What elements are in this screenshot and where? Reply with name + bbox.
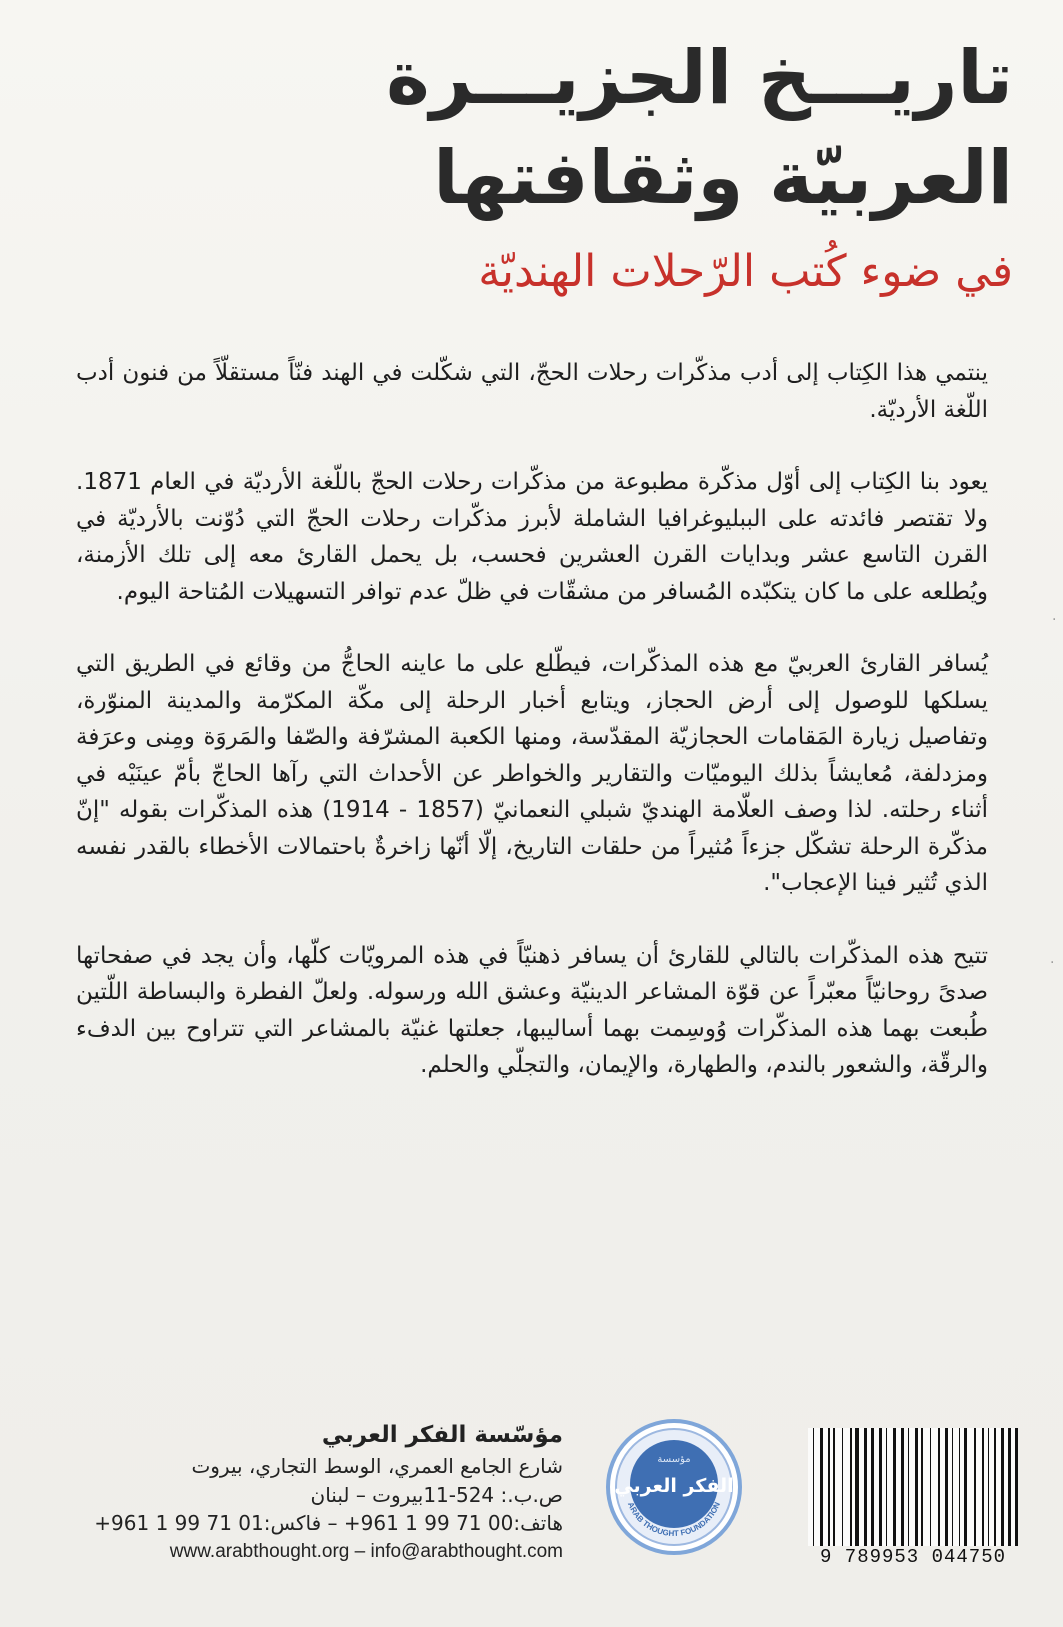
barcode-bar: [833, 1428, 835, 1546]
barcode-digits: 9 789953 044750: [819, 1546, 1007, 1568]
publisher-info: [94, 1418, 563, 1566]
book-title-line-2: العربيّة وثقافتها: [433, 135, 1013, 221]
barcode-bar: [883, 1428, 885, 1546]
barcode-bar: [886, 1428, 888, 1546]
barcode-bar: [915, 1428, 918, 1546]
barcode-bar: [910, 1428, 913, 1546]
book-subtitle: في ضوء كُتب الرّحلات الهنديّة: [478, 246, 1013, 297]
barcode-bar: [985, 1428, 987, 1546]
barcode-bar: [977, 1428, 982, 1546]
isbn-barcode: [808, 1428, 1018, 1573]
barcode-bar: [813, 1428, 815, 1546]
barcode-bar: [994, 1428, 996, 1546]
barcode-bar: [901, 1428, 904, 1546]
barcode-bar: [879, 1428, 882, 1546]
barcode-bar: [828, 1428, 830, 1546]
barcode-bar: [897, 1428, 900, 1546]
blurb: [76, 355, 988, 1120]
barcode-bar: [1005, 1428, 1007, 1546]
book-title-line-1: تاريـــخ الجزيـــرة: [386, 35, 1013, 121]
publisher-name: مؤسّسة الفكر العربي: [321, 1422, 563, 1448]
barcode-bar: [850, 1428, 852, 1546]
logo-seal-icon: [605, 1418, 743, 1556]
barcode-bar: [941, 1428, 944, 1546]
logo-small-text: مؤسسة: [657, 1454, 691, 1465]
barcode-bar: [888, 1428, 891, 1546]
barcode-bar: [968, 1428, 973, 1546]
publisher-web-email: www.arabthought.org – info@arabthought.com: [169, 1540, 563, 1562]
barcode-bar: [864, 1428, 867, 1546]
barcode-bar: [815, 1428, 818, 1546]
barcode-bar: [982, 1428, 984, 1546]
barcode-bar: [997, 1428, 1000, 1546]
logo-english-path: ARAB THOUGHT FOUNDATION: [625, 1500, 723, 1539]
publisher-phone-fax: هاتف:00 71 99 1 961+ – فاكس:01 71 99 1 961+: [94, 1511, 563, 1535]
blurb-paragraph-2: يعود بنا الكِتاب إلى أوّل مذكّرة مطبوعة من مذكّرات رحلات الحجّ باللّغة الأرديّة في العام 1871. ولا تقتصر فائدته على الببليوغرافيا الشاملة لأبرز مذكّرات رحلات الحجّ التي دُوّنت بالأرديّة في القرن التاسع عشر وبدايات القرن العشرين فحسب، بل يحمل القارئ معه إلى تلك الأزمنة، ويُطلعه على ما كان يتكبّده المُسافر من مشقّات في ظلّ عدم توافر التسهيلات المُتاحة اليوم.: [76, 469, 988, 605]
barcode-bar: [1001, 1428, 1004, 1546]
barcode-bar: [921, 1428, 923, 1546]
barcode-bar: [860, 1428, 863, 1546]
barcode-bar: [924, 1428, 929, 1546]
barcode-bar: [954, 1428, 957, 1546]
barcode-bar: [959, 1428, 961, 1546]
barcode-bar: [871, 1428, 874, 1546]
barcode-bar: [930, 1428, 932, 1546]
blurb-paragraph-4: تتيح هذه المذكّرات بالتالي للقارئ أن يسافر ذهنيّاً في هذه المرويّات كلّها، وأن يجد في صفحاتها صدىً روحانيّاً معبّراً عن قوّة المشاعر الدينيّة وعشق الله ورسوله. ولعلّ الفطرة والبساطة اللّتين طُبعت بهما هذه المذكّرات وُوسِمت بهما أساليبها، جعلتها غنيّة بالمشاعر التي تتراوح بين الدفء والرقّة، والشعور بالندم، والطهارة، والإيمان، والتجلّي والحلم.: [76, 942, 988, 1078]
barcode-bar: [824, 1428, 827, 1546]
barcode-bar: [945, 1428, 948, 1546]
blurb-paragraph-3: يُسافر القارئ العربيّ مع هذه المذكّرات، فيطّلع على ما عاينه الحاجُّ من وقائع في الطريق التي يسلكها للوصول إلى أرض الحجاز، ويتابع أخبار الرحلة إلى مكّة المكرّمة والمدينة المنوّرة، وتفاصيل زيارة المَقامات الحجازيّة المقدّسة، ومنها الكعبة المشرّفة والصّفا والمَروَة ومِنى وعرَفة ومزدلفة، مُعايشاً بذلك اليوميّات والتقارير والخواطر عن الأحداث التي رآها الحاجّ بأمّ عينَيْه في أثناء رحلته. لذا وصف العلّامة الهنديّ شبلي النعمانيّ (1857 - 1914) هذه المذكّرات بقوله "إنّ مذكّرة الرحلة تشكّل جزءاً مُثيراً من حلقات التاريخ، إلّا أنّها زاخرةٌ باحتمالات الأخطاء بالقدر نفسه الذي تُثير فينا الإعجاب".: [76, 651, 988, 896]
publisher-address: شارع الجامع العمري، الوسط التجاري، بيروت: [191, 1454, 563, 1478]
logo-main-text: الفكر العربي: [614, 1475, 734, 1497]
barcode-bar: [844, 1428, 849, 1546]
barcode-bar: [952, 1428, 954, 1546]
barcode-bar: [905, 1428, 907, 1546]
barcode-bar: [831, 1428, 833, 1546]
barcode-bar: [961, 1428, 963, 1546]
barcode-bar: [1012, 1428, 1014, 1546]
barcode-bar: [855, 1428, 858, 1546]
barcode-bar: [809, 1428, 812, 1546]
margin-dot: ·: [1052, 612, 1057, 628]
barcode-bar: [938, 1428, 940, 1546]
arab-thought-foundation-logo: [605, 1418, 743, 1556]
barcode-bar: [820, 1428, 823, 1546]
barcode-bars: [808, 1428, 1018, 1546]
barcode-bar: [919, 1428, 921, 1546]
barcode-bar: [974, 1428, 976, 1546]
blurb-paragraph-1: ينتمي هذا الكِتاب إلى أدب مذكّرات رحلات الحجّ، التي شكّلت في الهند فنّاً مستقلّاً من فنون أدب اللّغة الأرديّة.: [76, 360, 988, 423]
barcode-bar: [836, 1428, 841, 1546]
barcode-bar: [949, 1428, 951, 1546]
publisher-po-box: ص.ب.: 524-11بيروت – لبنان: [310, 1482, 563, 1507]
barcode-bar: [1008, 1428, 1011, 1546]
barcode-bar: [932, 1428, 937, 1546]
barcode-bar: [988, 1428, 990, 1546]
title-block: [73, 28, 1013, 302]
barcode-bar: [1015, 1428, 1018, 1546]
barcode-bar: [868, 1428, 870, 1546]
barcode-bar: [964, 1428, 967, 1546]
barcode-bar: [990, 1428, 993, 1546]
barcode-bar: [893, 1428, 896, 1546]
barcode-bar: [908, 1428, 910, 1546]
barcode-bar: [853, 1428, 855, 1546]
margin-dot: ·: [1050, 955, 1055, 971]
barcode-bar: [875, 1428, 878, 1546]
barcode-bar: [842, 1428, 844, 1546]
